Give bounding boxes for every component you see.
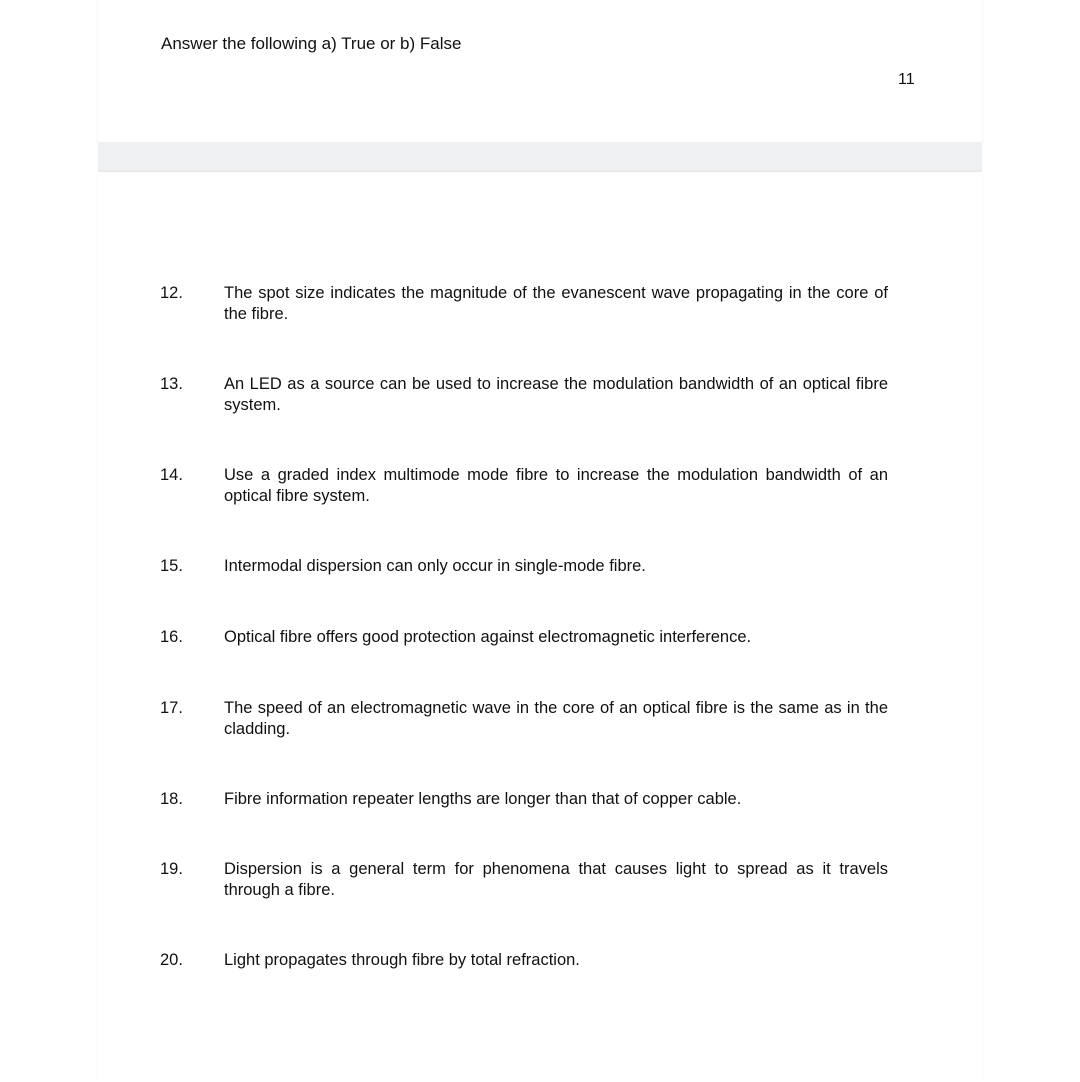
question-number: 20. — [160, 951, 183, 969]
question-number: 17. — [160, 699, 183, 717]
question-text: Light propagates through fibre by total refraction. — [224, 951, 580, 969]
question-text: The spot size indicates the magnitude of the evanescent wave propagating in the core of the fibre. — [224, 284, 888, 323]
page-12 — [98, 172, 982, 1082]
page-gap — [98, 142, 982, 172]
page-number: 11 — [898, 71, 915, 88]
page-11 — [98, 0, 982, 142]
question-number: 15. — [160, 557, 183, 575]
question-number: 12. — [160, 284, 183, 302]
question-number: 18. — [160, 790, 183, 808]
question-number: 16. — [160, 628, 183, 646]
question-number: 19. — [160, 860, 183, 878]
question-text: Dispersion is a general term for phenomena that causes light to spread as it travels through a fibre. — [224, 860, 888, 899]
question-text: The speed of an electromagnetic wave in the core of an optical fibre is the same as in the cladding. — [224, 699, 888, 738]
question-text: Use a graded index multimode mode fibre to increase the modulation bandwidth of an optical fibre system. — [224, 466, 888, 505]
question-text: An LED as a source can be used to increase the modulation bandwidth of an optical fibre system. — [224, 375, 888, 414]
question-text: Fibre information repeater lengths are longer than that of copper cable. — [224, 790, 742, 808]
question-number: 13. — [160, 375, 183, 393]
question-text: Intermodal dispersion can only occur in single-mode fibre. — [224, 557, 646, 575]
question-text: Optical fibre offers good protection against electromagnetic interference. — [224, 628, 752, 646]
instruction-text: Answer the following a) True or b) False — [161, 34, 462, 53]
question-number: 14. — [160, 466, 183, 484]
